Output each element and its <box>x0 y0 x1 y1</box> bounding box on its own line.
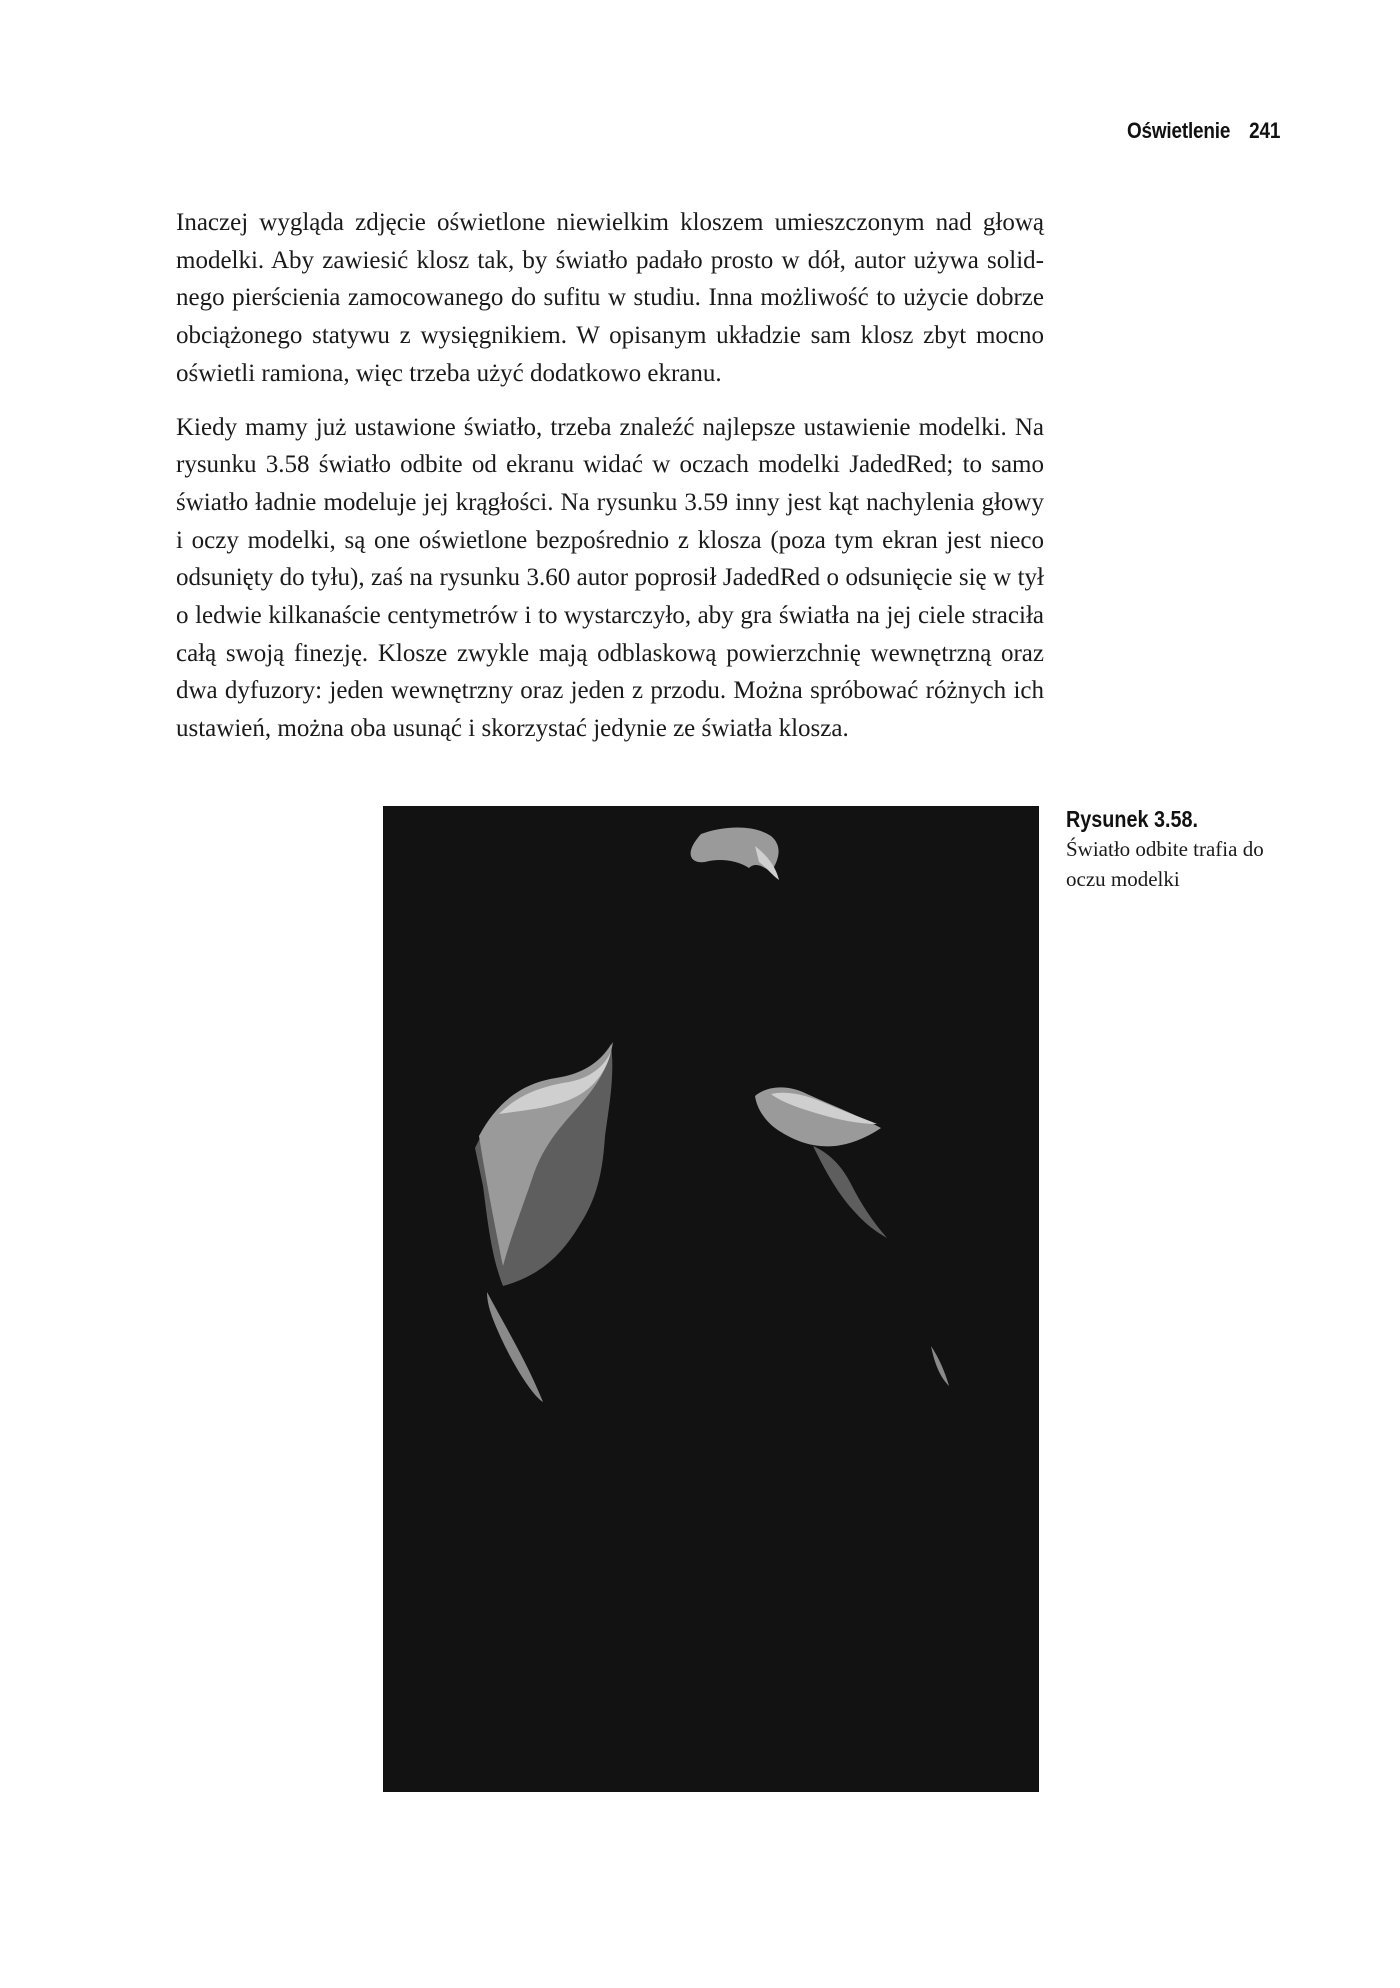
section-title: Oświetlenie <box>1126 118 1231 143</box>
figure-photo <box>383 806 1039 1792</box>
running-head <box>1127 118 1280 144</box>
figure-caption <box>1066 804 1306 894</box>
page-number: 241 <box>1248 118 1280 143</box>
photo-silhouette <box>383 806 1039 1792</box>
figure-label: Rysunek 3.58. <box>1066 806 1198 832</box>
paragraph-1: Inaczej wygląda zdjęcie oświetlone niewielkim kloszem umieszczonym nad głową modelki. Aby zawiesić klosz tak, by światło padało prosto w dół, autor używa solidnego pierścienia zamocowanego do sufitu w studiu. Inna możliwość to użycie dobrze obciążonego statywu z wysięgnikiem. W opisanym układzie sam klosz zbyt mocno oświetli ramiona, więc trzeba użyć dodatkowo ekranu. <box>176 209 1044 387</box>
figure-caption-text: Światło odbite trafia do oczu modelki <box>1066 837 1264 891</box>
paragraph-2: Kiedy mamy już ustawione światło, trzeba znaleźć najlepsze ustawienie modelki. Na rysunku 3.58 światło odbite od ekranu widać w oczach modelki JadedRed; to samo światło ładnie modeluje jej krągłości. Na rysunku 3.59 inny jest kąt nachylenia głowy i oczy modelki, są one oświetlone bezpośrednio z klosza (poza tym ekran jest nieco odsunięty do tyłu), zaś na rysunku 3.60 autor poprosił JadedRed o odsunięcie się w tył o ledwie kilkanaście centymetrów i to wystarczyło, aby gra światła na jej ciele straciła całą swoją finezję. Klosze zwykle mają odblaskową powierzchnię wewnętrzną oraz dwa dyfuzory: jeden wewnętrzny oraz jeden z przodu. Można spróbować różnych ich ustawień, można oba usunąć i skorzystać jedynie ze światła klosza. <box>176 413 1044 743</box>
body-text <box>176 204 1044 764</box>
photo-background <box>383 806 1039 1792</box>
